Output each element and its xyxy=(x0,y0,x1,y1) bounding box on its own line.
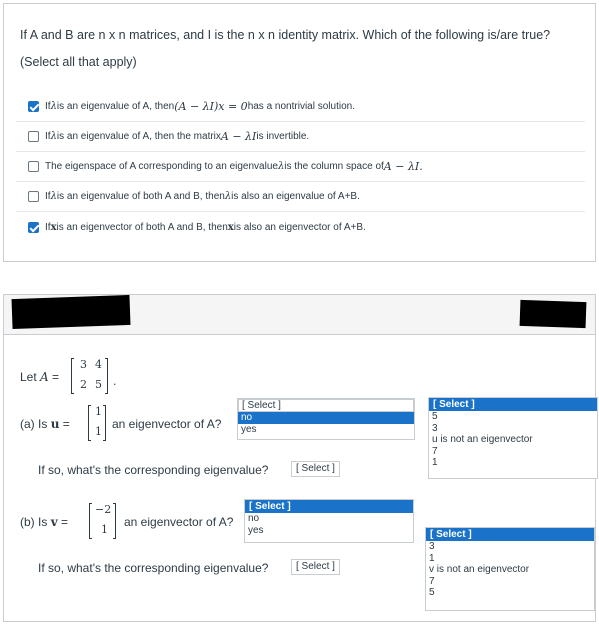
option-math: x xyxy=(227,221,234,233)
dropdown-option[interactable]: 5 xyxy=(432,411,438,422)
part-b-eigenvalue-dropdown[interactable]: [ Select ] xyxy=(291,559,340,575)
vector-entry: 1 xyxy=(95,405,102,418)
option-text: If xyxy=(45,101,51,112)
question-card-2: Let A = 3 4 2 5 . (a) Is u = 1 1 an eigenvector of A? [ Select ] no yes If so, what's the corresponding eigenvalue? [ Select ] [ Select ] 5 3 u is not an eigenvector 7 1 (b) Is v = −2 1 an eigenvector of A? [ Select ] no yes If so, what's the corresponding eigenvalue? [ Select ] [ Select ] 3 1 v is not an eigenvector 7 5 xyxy=(3,294,596,622)
option-math: λ xyxy=(224,191,232,202)
let-label: Let A = xyxy=(20,370,60,384)
dropdown-option[interactable]: 1 xyxy=(432,457,438,468)
vector-entry: 1 xyxy=(95,425,102,438)
dropdown-option[interactable]: 3 xyxy=(432,422,438,434)
option-math: x xyxy=(50,221,57,233)
dropdown-header[interactable]: [ Select ] xyxy=(426,528,594,541)
checkbox-unchecked-icon[interactable] xyxy=(28,161,39,172)
dropdown-option[interactable]: v is not an eigenvector xyxy=(429,564,530,575)
vector-entry: −2 xyxy=(95,503,112,516)
option-math: λ xyxy=(50,101,57,112)
part-a-eigenvalue-list[interactable] xyxy=(428,397,598,479)
option-text: is an eigenvalue of A, then the matrix xyxy=(56,131,221,142)
checkbox-unchecked-icon[interactable] xyxy=(28,131,39,142)
option-math: A − λI. xyxy=(383,160,423,173)
dropdown-option[interactable]: 7 xyxy=(432,445,438,457)
option-text: The eigenspace of A corresponding to an eigenvalue xyxy=(45,161,278,172)
answer-option-4[interactable] xyxy=(16,182,585,212)
option-text: If xyxy=(45,131,51,142)
part-a-eigenvalue-dropdown[interactable]: [ Select ] xyxy=(291,461,340,477)
checkbox-checked-icon[interactable] xyxy=(28,101,39,112)
option-text: If xyxy=(45,191,51,202)
dropdown-option[interactable]: 1 xyxy=(429,552,435,564)
checkbox-checked-icon[interactable] xyxy=(28,222,39,233)
question-card-1 xyxy=(3,3,596,262)
option-text: is also an eigenvalue of A+B. xyxy=(231,191,360,202)
part-a-label: (a) Is u = xyxy=(20,417,70,431)
question-instruction: (Select all that apply) xyxy=(20,55,137,69)
dropdown-header[interactable]: [ Select ] xyxy=(429,398,597,411)
answer-option-2[interactable] xyxy=(16,122,585,152)
dropdown-header[interactable]: [ Select ] xyxy=(245,500,413,513)
redaction-right xyxy=(520,300,587,328)
option-math: λ xyxy=(50,191,57,202)
option-text: is an eigenvector of both A and B, then xyxy=(56,221,228,233)
dropdown-option[interactable]: 5 xyxy=(429,587,435,598)
part-b-answer-dropdown[interactable] xyxy=(244,499,414,543)
dropdown-option[interactable]: u is not an eigenvector xyxy=(432,434,533,445)
option-text: has a nontrivial solution. xyxy=(247,101,355,112)
checkbox-unchecked-icon[interactable] xyxy=(28,191,39,202)
answer-option-1[interactable] xyxy=(16,92,585,122)
option-text: is an eigenvalue of both A and B, then xyxy=(56,191,225,202)
option-text: is also an eigenvector of A+B. xyxy=(233,221,366,233)
dropdown-header[interactable]: [ Select ] xyxy=(238,399,414,412)
part-b-eigenvalue-list[interactable] xyxy=(425,527,595,611)
vector-entry: 1 xyxy=(101,523,108,536)
option-text: is the column space of xyxy=(284,161,384,172)
part-a-answer-dropdown[interactable] xyxy=(237,398,415,440)
matrix-entry: 5 xyxy=(95,378,102,391)
option-text: is an eigenvalue of A, then xyxy=(56,101,175,112)
option-text: is invertible. xyxy=(256,131,310,142)
part-a-followup: If so, what's the corresponding eigenvalue? xyxy=(38,463,269,477)
option-math: (A − λI)x = 0 xyxy=(174,100,248,113)
matrix-entry: 3 xyxy=(80,358,87,371)
part-b-label: (b) Is v = xyxy=(20,515,69,529)
part-b-question: an eigenvector of A? xyxy=(124,515,234,529)
dropdown-option-no[interactable]: no xyxy=(248,513,260,524)
part-a-question: an eigenvector of A? xyxy=(112,417,222,431)
matrix-entry: 4 xyxy=(95,358,102,371)
redaction-left xyxy=(12,295,131,329)
answer-option-5[interactable] xyxy=(16,212,585,242)
option-text: If xyxy=(45,221,51,233)
part-b-followup: If so, what's the corresponding eigenvalue? xyxy=(38,561,269,575)
dropdown-option[interactable]: 3 xyxy=(429,541,435,552)
option-math: λ xyxy=(50,131,57,142)
dropdown-option-yes[interactable]: yes xyxy=(241,423,257,435)
dropdown-option[interactable]: 7 xyxy=(429,575,435,587)
answer-option-3[interactable] xyxy=(16,152,585,182)
dropdown-option-no[interactable]: no xyxy=(238,412,414,424)
dropdown-option-yes[interactable]: yes xyxy=(248,524,264,536)
question-text: If A and B are n x n matrices, and I is the n x n identity matrix. Which of the following is/are true? xyxy=(20,28,551,42)
option-math: λ xyxy=(277,161,285,172)
matrix-entry: 2 xyxy=(80,378,87,391)
option-math: A − λI xyxy=(220,130,257,143)
